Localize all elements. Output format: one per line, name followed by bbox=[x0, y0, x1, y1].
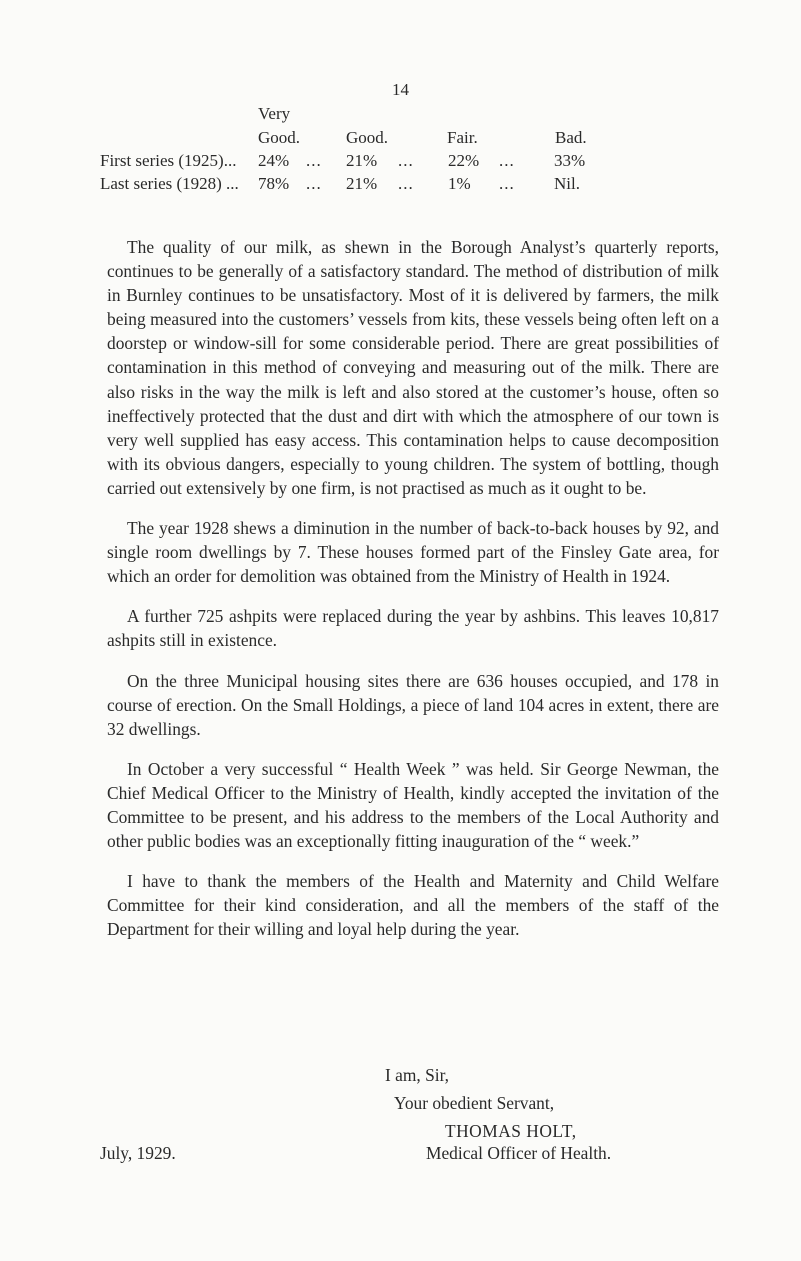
table-row bbox=[100, 174, 720, 196]
signatory-title: Medical Officer of Health. bbox=[426, 1143, 612, 1163]
table-header-very-good: Good. bbox=[258, 128, 301, 147]
table-header-good: Good. bbox=[346, 128, 389, 147]
paragraph-ashpits: A further 725 ashpits were replaced during the year by ashbins. This leaves 10,817 ashpits still in existence. bbox=[107, 606, 719, 651]
leader-dots: ... bbox=[306, 174, 322, 193]
paragraph-milk-quality: The quality of our milk, as shewn in the Borough Analyst’s quarterly reports, continues to be generally of a satisfactory standard. The method of distribution of milk in Burnley continues to be unsatisfactory. Most of it is delivered by farmers, the milk being measured into the customers’ vessels from kits, these vessels being often left on a doorstep or window-sill for some considerable period. There are great possibilities of contamination in this method of conveying and measuring out of the milk. There are also risks in the way the milk is left and also stored at the customer’s house, often so ineffectively protected that the dust and dirt with which the atmosphere of our town is very well supplied has easy access. This contamination helps to cause decomposition with its obvious dangers, especially to young children. The system of bottling, though carried out extensively by one firm, is not practised as much as it ought to be. bbox=[107, 237, 719, 498]
closing-servant: Your obedient Servant, bbox=[394, 1093, 555, 1113]
cell-very-good: 24% bbox=[258, 151, 290, 170]
leader-dots: ... bbox=[306, 151, 322, 170]
table-row bbox=[100, 151, 720, 173]
cell-very-good: 78% bbox=[258, 174, 290, 193]
row-label: First series (1925)... bbox=[100, 151, 237, 170]
cell-bad: Nil. bbox=[554, 174, 580, 193]
signatory-name: THOMAS HOLT, bbox=[445, 1121, 577, 1141]
table-header-bad: Bad. bbox=[555, 128, 587, 147]
cell-fair: 22% bbox=[448, 151, 480, 170]
table-header-very: Very bbox=[258, 104, 291, 123]
report-body bbox=[107, 235, 719, 957]
leader-dots: ... bbox=[499, 174, 515, 193]
page-number: 14 bbox=[392, 80, 409, 99]
row-label: Last series (1928) ... bbox=[100, 174, 239, 193]
leader-dots: ... bbox=[398, 151, 414, 170]
leader-dots: ... bbox=[499, 151, 515, 170]
paragraph-back-to-back-houses: The year 1928 shews a diminution in the number of back-to-back houses by 92, and single room dwellings by 7. These houses formed part of the Finsley Gate area, for which an order for demolition was obtained from the Ministry of Health in 1924. bbox=[107, 518, 719, 587]
cell-fair: 1% bbox=[448, 174, 471, 193]
table-header-row-top bbox=[100, 104, 720, 126]
cell-good: 21% bbox=[346, 151, 378, 170]
paragraph-thanks: I have to thank the members of the Health and Maternity and Child Welfare Committee for their kind consideration, and all the members of the staff of the Department for their willing and loyal help during the year. bbox=[107, 871, 719, 940]
paragraph-health-week: In October a very successful “ Health Week ” was held. Sir George Newman, the Chief Medical Officer to the Ministry of Health, kindly accepted the invitation of the Committee to be present, and his address to the members of the Local Authority and other public bodies was an exceptionally fitting inauguration of the “ week.” bbox=[107, 758, 719, 852]
cell-bad: 33% bbox=[554, 151, 586, 170]
table-header-fair: Fair. bbox=[447, 128, 478, 147]
cell-good: 21% bbox=[346, 174, 378, 193]
paragraph-housing-sites: On the three Municipal housing sites there are 636 houses occupied, and 178 in course of erection. On the Small Holdings, a piece of land 104 acres in extent, there are 32 dwellings. bbox=[107, 670, 719, 739]
report-date: July, 1929. bbox=[100, 1143, 176, 1163]
leader-dots: ... bbox=[398, 174, 414, 193]
closing-salutation: I am, Sir, bbox=[385, 1065, 450, 1085]
table-header-row bbox=[100, 128, 720, 150]
